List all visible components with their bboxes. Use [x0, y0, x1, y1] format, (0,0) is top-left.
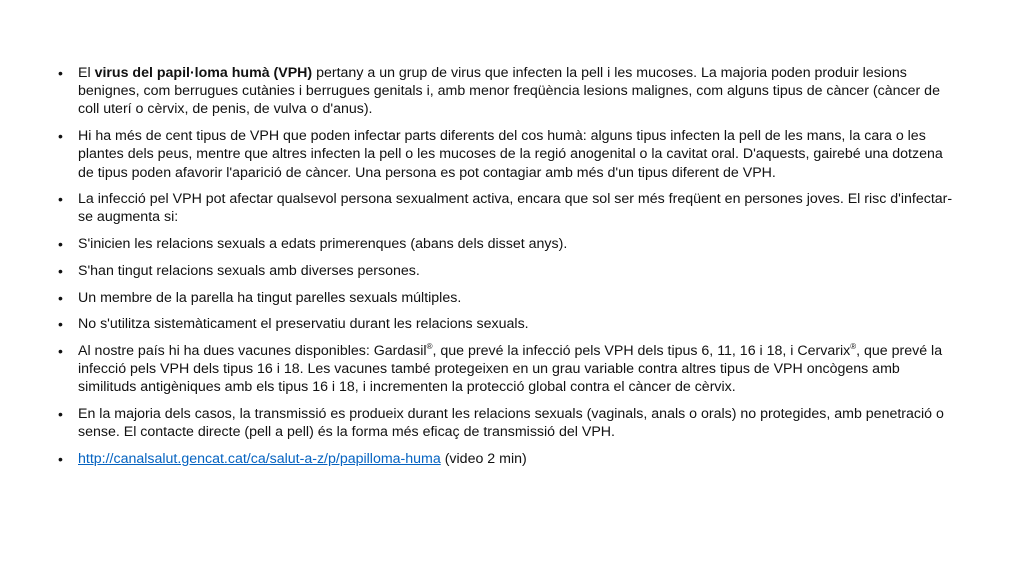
bullet-item-risk-early-start	[58, 235, 958, 253]
bullet-item-vph-types	[58, 127, 958, 182]
bullet-text: La infecció pel VPH pot afectar qualsevol persona sexualment activa, encara que sol ser més freqüent en persones joves. El risc d'infectar-se augmenta si:	[78, 191, 953, 226]
bullet-item-vph-definition	[58, 64, 958, 119]
bullet-text: Hi ha més de cent tipus de VPH que poden infectar parts diferents del cos humà: alguns tipus infecten la pell de les mans, la cara o les plantes dels peus, mentre que altres infecten la pell o les mucoses de la regió anogenital o la cavitat oral. D'aquests, gairebé una dotzena de tipus poden afavorir l'aparició de càncer. Una persona es pot contagiar amb més d'un tipus diferent de VPH.	[78, 128, 943, 181]
bullet-icon: •	[58, 262, 63, 279]
bullet-text-bold: virus del papil·loma humà (VPH)	[94, 65, 313, 81]
bullet-icon: •	[58, 65, 63, 81]
bullet-text-part2: , que prevé la infecció pels VPH dels tipus 6, 11, 16 i 18, i Cervarix	[432, 342, 851, 359]
registered-mark: ®	[426, 341, 433, 351]
bullet-icon: •	[58, 342, 63, 359]
bullet-icon: •	[58, 450, 63, 467]
bullet-icon: •	[58, 316, 63, 333]
bullet-item-transmission	[58, 405, 958, 441]
bullet-icon: •	[58, 236, 63, 253]
bullet-text: Un membre de la parella ha tingut parelles sexuals múltiples.	[78, 289, 462, 306]
bullet-text-part1: Al nostre país hi ha dues vacunes disponibles: Gardasil	[78, 342, 427, 359]
bullet-icon: •	[58, 191, 63, 208]
bullet-icon: •	[58, 406, 63, 423]
bullet-list	[58, 64, 958, 477]
bullet-item-link	[58, 450, 958, 468]
bullet-icon: •	[58, 289, 63, 306]
bullet-text: En la majoria dels casos, la transmissió es produeix durant les relacions sexuals (vaginals, anals o orals) no protegides, amb penetració o sense. El contacte directe (pell a pell) és la forma més eficaç de transmissió del VPH.	[78, 406, 944, 441]
bullet-item-risk-partner-multiple	[58, 289, 958, 307]
bullet-text-pre: El	[78, 65, 95, 81]
bullet-text: No s'utilitza sistemàticament el preservatiu durant les relacions sexuals.	[78, 316, 529, 333]
canalsalut-link[interactable]: http://canalsalut.gencat.cat/ca/salut-a-z/p/papilloma-huma	[78, 450, 441, 467]
bullet-item-risk-multiple-partners	[58, 262, 958, 280]
bullet-text-post: pertany a un grup de virus que infecten la pell i les mucoses. La majoria poden produir lesions benignes, com berrugues cutànies i berrugues genitals i, amb menor freqüència lesions malignes, com alguns tipus de càncer (càncer de coll uterí o cèrvix, de penis, de vulva o d'anus).	[78, 65, 940, 118]
bullet-icon: •	[58, 128, 63, 145]
bullet-item-vaccines	[58, 342, 958, 397]
link-suffix: (video 2 min)	[440, 450, 527, 467]
bullet-text: S'han tingut relacions sexuals amb diverses persones.	[78, 262, 420, 279]
bullet-item-infection-risk	[58, 190, 958, 226]
registered-mark: ®	[850, 341, 857, 351]
bullet-item-risk-no-condom	[58, 315, 958, 333]
bullet-text: S'inicien les relacions sexuals a edats primerenques (abans dels disset anys).	[78, 236, 568, 253]
bullet-text-part3: , que prevé la infecció pels VPH dels tipus 16 i 18. Les vacunes també protegeixen en un grau variable contra altres tipus de VPH oncògens amb similituds antigèniques amb els tipus 16 i 18, i incrementen la protecció global contra el càncer de cèrvix.	[78, 342, 943, 396]
